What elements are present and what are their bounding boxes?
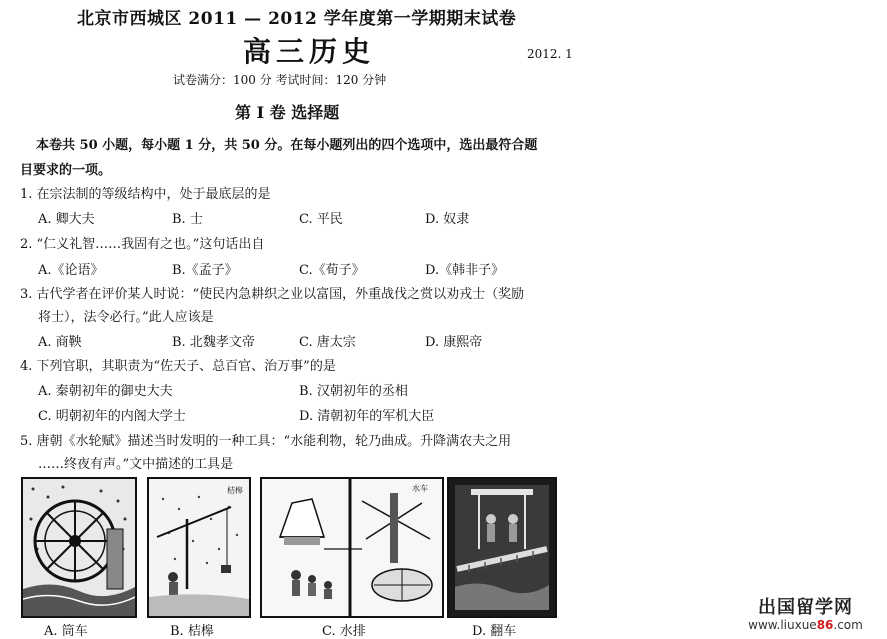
- option-b: B. 士: [172, 212, 203, 227]
- watermark-url-suffix: .com: [833, 618, 863, 632]
- question-stem: 1. 在宗法制的等级结构中，处于最底层的是: [20, 187, 271, 202]
- image-corner-label: 桔槔: [227, 486, 243, 495]
- option-d: D. 清朝初年的军机大臣: [299, 409, 435, 424]
- option-d: D. 康熙帝: [425, 335, 483, 350]
- bellows-icon: [260, 477, 444, 618]
- image-caption-a: A. 筒车: [44, 624, 88, 639]
- question-stem: 4. 下列官职，其职责为“佐天子、总百官、治万事”的是: [20, 359, 336, 374]
- image-corner-label: 水车: [412, 484, 428, 493]
- question-stem: 2. “仁义礼智……我固有之也。”这句话出自: [20, 237, 265, 252]
- option-b: B.《孟子》: [172, 263, 238, 278]
- option-c: C.《荀子》: [299, 263, 365, 278]
- site-watermark-logo: [733, 598, 878, 636]
- well-sweep-icon: [147, 477, 251, 618]
- intro-line: 本卷共 50 小题，每小题 1 分，共 50 分。在每小题列出的四个选项中，选出最符合题: [36, 138, 538, 153]
- intro-line: 目要求的一项。: [20, 163, 112, 178]
- exam-subject-title: 高三历史: [243, 35, 376, 68]
- question-stem: 5. 唐朝《水轮赋》描述当时发明的一种工具：“水能利物，轮乃曲成。升降满农夫之用: [20, 434, 512, 449]
- image-caption-c: C. 水排: [322, 624, 366, 639]
- option-b: B. 北魏孝文帝: [172, 335, 255, 350]
- image-caption-b: B. 桔槔: [170, 624, 214, 639]
- option-a: A. 商鞅: [38, 335, 82, 350]
- option-c: C. 唐太宗: [299, 335, 356, 350]
- watermark-url: [733, 618, 878, 632]
- section-title: 第 I 卷 选择题: [235, 103, 340, 122]
- image-caption-d: D. 翻车: [472, 624, 517, 639]
- option-c: C. 明朝初年的内阁大学士: [38, 409, 186, 424]
- question-stem-cont: 将士），法令必行。”此人应该是: [38, 310, 214, 325]
- watermark-url-highlight: 86: [816, 618, 834, 632]
- watermark-url-prefix: www.liuxue: [748, 618, 817, 632]
- option-d: D.《韩非子》: [425, 263, 505, 278]
- question-stem: 3. 古代学者在评价某人时说：“使民内急耕织之业以富国，外重战伐之赏以劝戎士（奖励: [20, 287, 525, 302]
- option-a: A. 秦朝初年的御史大夫: [38, 384, 173, 399]
- waterwheel-icon: [21, 477, 137, 618]
- exam-date: 2012. 1: [527, 47, 573, 61]
- option-d: D. 奴隶: [425, 212, 470, 227]
- exam-meta: 试卷满分：100 分 考试时间：120 分钟: [173, 73, 387, 87]
- watermark-title: 出国留学网: [758, 597, 853, 618]
- chain-pump-icon: [447, 477, 557, 618]
- option-a: A.《论语》: [38, 263, 104, 278]
- option-b: B. 汉朝初年的丞相: [299, 384, 408, 399]
- exam-school-title: 北京市西城区 2011 — 2012 学年度第一学期期末试卷: [77, 9, 517, 29]
- option-a: A. 卿大夫: [38, 212, 95, 227]
- question-stem-cont: ……终夜有声。”文中描述的工具是: [38, 457, 234, 472]
- option-c: C. 平民: [299, 212, 343, 227]
